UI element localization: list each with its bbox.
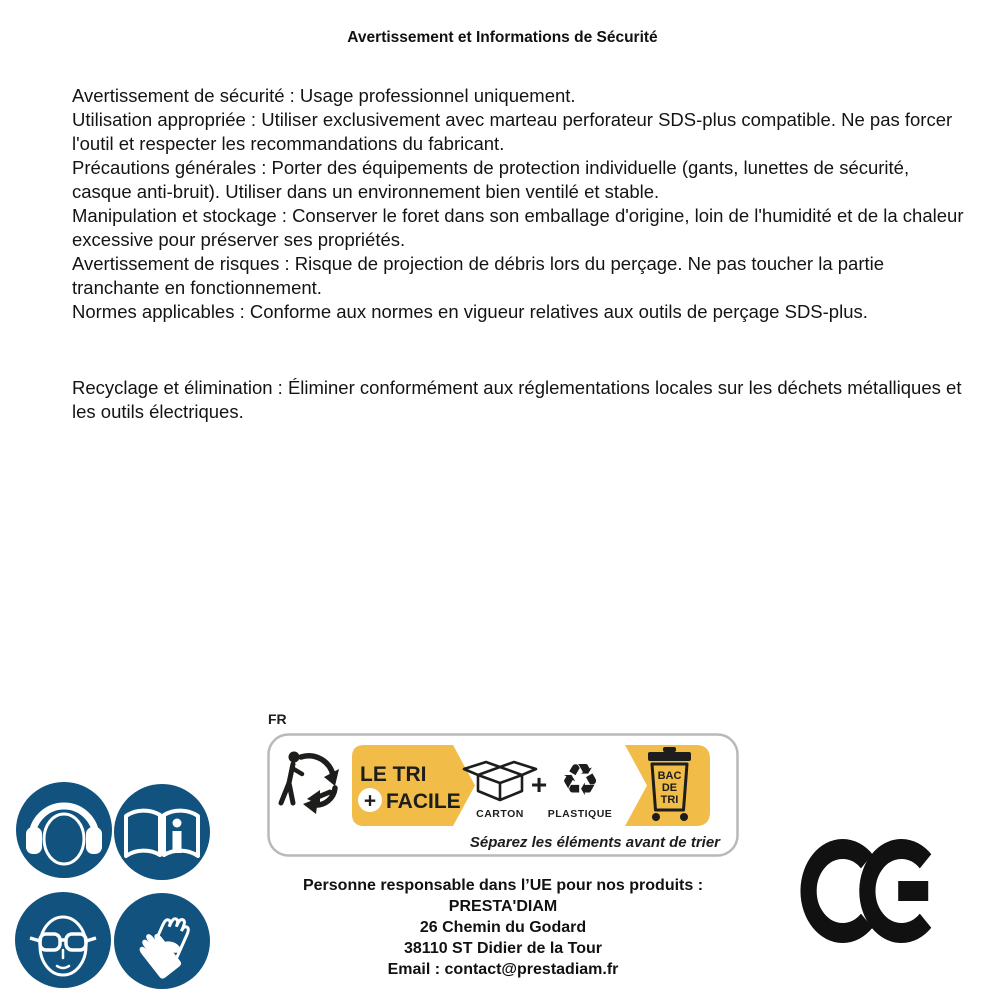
banner-tagline: Séparez les éléments avant de trier xyxy=(469,834,720,851)
safety-paragraph: Avertissement de risques : Risque de projection de débris lors du perçage. Ne pas toucher la partie tranchante en fonctionnement. xyxy=(72,253,885,298)
fr-country-label: FR xyxy=(268,711,287,727)
bin-label-bac: BAC xyxy=(657,770,682,782)
address-city: 38110 ST Didier de la Tour xyxy=(404,940,602,957)
address-street: 26 Chemin du Godard xyxy=(419,919,587,936)
company-name: PRESTA'DIAM xyxy=(448,898,558,915)
bin-label-de: DE xyxy=(661,782,678,794)
facile-label: FACILE xyxy=(386,790,461,813)
ce-marking-icon xyxy=(796,838,942,944)
eye-protection-icon xyxy=(15,892,111,988)
plastique-label: PLASTIQUE xyxy=(547,808,613,820)
safety-paragraph: Manipulation et stockage : Conserver le foret dans son emballage d'origine, loin de l'humidité et de la chaleur excessive pour préserver ses propriétés. xyxy=(72,205,964,250)
plastic-recycling-icon: ♻ xyxy=(560,755,600,806)
responsible-person-block xyxy=(267,875,739,980)
safety-text-block xyxy=(72,84,965,424)
safety-paragraph: Utilisation appropriée : Utiliser exclusivement avec marteau perforateur SDS-plus compatible. Ne pas forcer l'outil et respecter les recommandations du fabricant. xyxy=(72,109,953,154)
safety-paragraph: Recyclage et élimination : Éliminer conformément aux réglementations locales sur les déchets métalliques et les outils électriques. xyxy=(72,377,962,422)
bin-label-tri: TRI xyxy=(660,794,679,806)
plus-icon: + xyxy=(363,789,377,813)
safety-paragraph: Normes applicables : Conforme aux normes en vigueur relatives aux outils de perçage SDS-plus. xyxy=(72,301,868,322)
protective-gloves-icon xyxy=(114,893,210,989)
page-title: Avertissement et Informations de Sécurité xyxy=(347,29,658,46)
ear-protection-icon xyxy=(16,782,112,878)
responsible-person-intro: Personne responsable dans l’UE pour nos produits : xyxy=(302,877,704,894)
materials-plus-icon: + xyxy=(530,769,548,800)
safety-paragraph: Précautions générales : Porter des équipements de protection individuelle (gants, lunettes de sécurité, casque anti-bruit). Utiliser dans un environnement bien ventilé et stable. xyxy=(72,157,910,202)
read-manual-icon xyxy=(114,784,210,880)
safety-paragraph: Avertissement de sécurité : Usage professionnel uniquement. xyxy=(72,85,576,106)
carton-label: CARTON xyxy=(476,808,524,820)
contact-email: Email : contact@prestadiam.fr xyxy=(387,961,619,978)
recycling-sorting-banner xyxy=(267,733,739,857)
le-tri-label: LE TRI xyxy=(360,763,427,786)
